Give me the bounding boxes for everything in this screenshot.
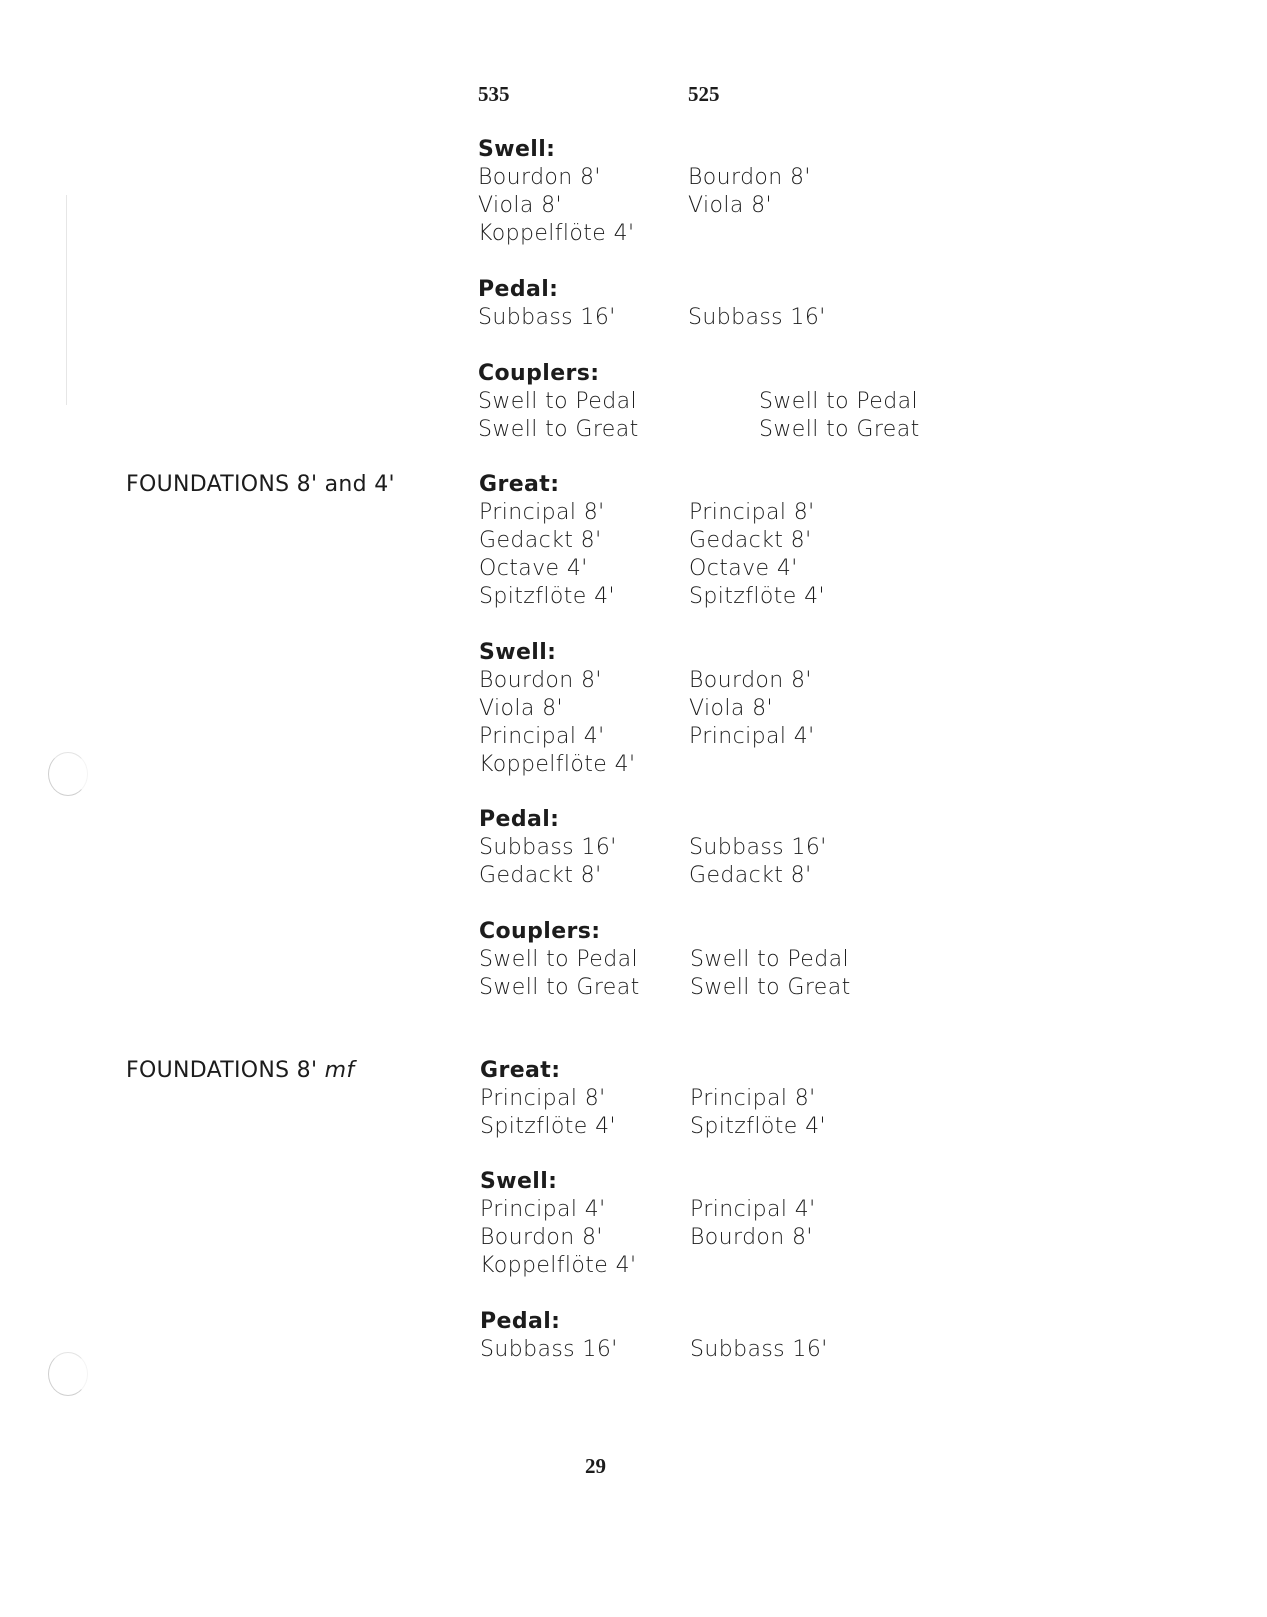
dynamic-marking: mf: [324, 1058, 355, 1083]
stop-right: Swell to Pedal: [690, 947, 849, 972]
stop-right: Principal 8': [690, 1086, 816, 1111]
stop-left: Subbass 16': [479, 835, 617, 860]
stop-right: Octave 4': [689, 556, 798, 581]
stop-right: Swell to Great: [690, 975, 851, 1000]
stop-left: Spitzflöte 4': [479, 584, 615, 609]
heading-swell: Swell:: [480, 1169, 558, 1194]
stop-right: Swell to Great: [759, 417, 920, 442]
stop-right: Principal 4': [689, 724, 815, 749]
stop-right: Gedackt 8': [689, 863, 812, 888]
stop-right: Viola 8': [688, 193, 772, 218]
punch-hole-bottom: [48, 1352, 88, 1396]
stop-right: Viola 8': [689, 696, 773, 721]
stop-right: Principal 4': [690, 1197, 816, 1222]
heading-couplers: Couplers:: [478, 361, 600, 386]
stop-right: Swell to Pedal: [759, 389, 918, 414]
section-title-text: FOUNDATIONS 8': [126, 1058, 318, 1083]
stop-left: Octave 4': [479, 556, 588, 581]
stop-left: Bourdon 8': [480, 1225, 603, 1250]
page-number: 29: [585, 1454, 606, 1478]
stop-right: Bourdon 8': [688, 165, 811, 190]
heading-pedal: Pedal:: [479, 807, 560, 832]
stop-left: Subbass 16': [478, 305, 616, 330]
stop-left: Viola 8': [478, 193, 562, 218]
stop-left: Principal 8': [480, 1086, 606, 1111]
stop-left: Koppelflöte 4': [478, 221, 635, 246]
section-title-foundations-8-mf: [126, 1056, 354, 1085]
heading-pedal: Pedal:: [478, 277, 559, 302]
column-header-525: 525: [688, 82, 720, 106]
stop-right: Spitzflöte 4': [690, 1114, 826, 1139]
heading-swell: Swell:: [479, 640, 557, 665]
stop-left: Koppelflöte 4': [480, 1253, 637, 1278]
stop-left: Bourdon 8': [478, 165, 601, 190]
stop-left: Subbass 16': [480, 1337, 618, 1362]
heading-great: Great:: [479, 472, 560, 497]
stop-left: Swell to Pedal: [479, 947, 638, 972]
stop-right: Subbass 16': [690, 1337, 828, 1362]
punch-hole-top: [48, 752, 88, 796]
column-header-535: 535: [478, 82, 510, 106]
stop-right: Bourdon 8': [690, 1225, 813, 1250]
stop-left: Swell to Great: [479, 975, 640, 1000]
stop-left: Bourdon 8': [479, 668, 602, 693]
stop-right: Gedackt 8': [689, 528, 812, 553]
stop-right: Subbass 16': [689, 835, 827, 860]
stop-left: Swell to Pedal: [478, 389, 637, 414]
stop-right: Bourdon 8': [689, 668, 812, 693]
heading-great: Great:: [480, 1058, 561, 1083]
heading-couplers: Couplers:: [479, 919, 601, 944]
stop-left: Principal 4': [480, 1197, 606, 1222]
stop-left: Viola 8': [479, 696, 563, 721]
section-title-foundations-8-4: FOUNDATIONS 8' and 4': [126, 472, 395, 497]
stop-left: Gedackt 8': [479, 863, 602, 888]
stop-left: Spitzflöte 4': [480, 1114, 616, 1139]
stop-left: Principal 4': [479, 724, 605, 749]
heading-swell: Swell:: [478, 137, 556, 162]
stop-left: Gedackt 8': [479, 528, 602, 553]
heading-pedal: Pedal:: [480, 1309, 561, 1334]
stop-right: Subbass 16': [688, 305, 826, 330]
stop-right: Spitzflöte 4': [689, 584, 825, 609]
scan-margin-line: [66, 195, 67, 405]
stop-right: Principal 8': [689, 500, 815, 525]
stop-left: Principal 8': [479, 500, 605, 525]
stop-left: Koppelflöte 4': [479, 752, 636, 777]
stop-left: Swell to Great: [478, 417, 639, 442]
